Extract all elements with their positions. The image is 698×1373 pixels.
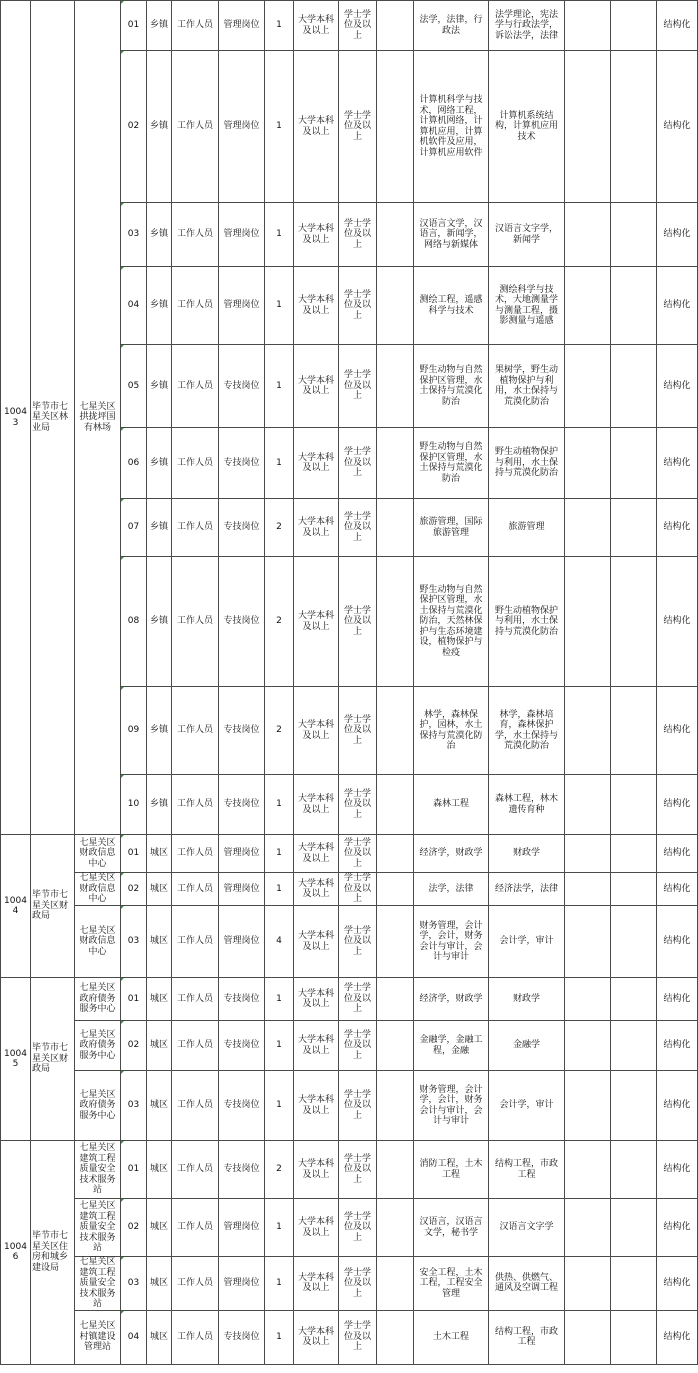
- blank-cell-b: [565, 906, 611, 978]
- blank-cell-b: [565, 499, 611, 557]
- post-type-cell: 工作人员: [172, 428, 219, 499]
- area-cell: 城区: [147, 1257, 172, 1311]
- area-cell: 城区: [147, 1199, 172, 1257]
- post-number-cell: 03: [121, 203, 147, 267]
- postgrad-major-cell: 结构工程，市政工程: [489, 1141, 565, 1199]
- headcount-cell: 1: [265, 1, 294, 51]
- post-number-cell: 04: [121, 267, 147, 345]
- post-category-cell: 管理岗位: [219, 906, 265, 978]
- postgrad-major-cell: 野生动植物保护与利用，水土保持与荒漠化防治: [489, 557, 565, 687]
- post-type-cell: 工作人员: [172, 1021, 219, 1071]
- blank-cell-a: [377, 1021, 414, 1071]
- group-code-cell: 10046: [1, 1141, 31, 1365]
- exam-type-cell: 结构化: [657, 1199, 698, 1257]
- area-cell: 乡镇: [147, 51, 172, 203]
- degree-cell: 学士学位及以上: [339, 1199, 377, 1257]
- post-category-cell: 专技岗位: [219, 428, 265, 499]
- blank-cell-a: [377, 1, 414, 51]
- post-number-cell: 03: [121, 1071, 147, 1141]
- blank-cell-c: [611, 1257, 657, 1311]
- headcount-cell: 1: [265, 1257, 294, 1311]
- blank-cell-b: [565, 1310, 611, 1364]
- post-number-cell: 09: [121, 687, 147, 775]
- postgrad-major-cell: 旅游管理: [489, 499, 565, 557]
- headcount-cell: 1: [265, 775, 294, 835]
- blank-cell-a: [377, 978, 414, 1021]
- postgrad-major-cell: 林学，森林培育，森林保护学，水土保持与荒漠化防治: [489, 687, 565, 775]
- degree-cell: 学士学位及以上: [339, 557, 377, 687]
- exam-type-cell: 结构化: [657, 835, 698, 873]
- education-cell: 大学本科及以上: [294, 1021, 339, 1071]
- education-cell: 大学本科及以上: [294, 775, 339, 835]
- area-cell: 乡镇: [147, 775, 172, 835]
- post-type-cell: 工作人员: [172, 906, 219, 978]
- blank-cell-a: [377, 1141, 414, 1199]
- table-row: [1, 978, 698, 1021]
- postgrad-major-cell: 供热、供燃气、通风及空调工程: [489, 1257, 565, 1311]
- degree-cell: 学士学位及以上: [339, 835, 377, 873]
- table-row: [1, 906, 698, 978]
- undergrad-major-cell: 汉语言，汉语言文学，秘书学: [414, 1199, 489, 1257]
- undergrad-major-cell: 安全工程，土木工程，工程安全管理: [414, 1257, 489, 1311]
- employing-unit-cell: 七星关区建筑工程质量安全技术服务站: [75, 1141, 121, 1199]
- post-type-cell: 工作人员: [172, 203, 219, 267]
- employing-unit-cell: 七星关区建筑工程质量安全技术服务站: [75, 1199, 121, 1257]
- area-cell: 城区: [147, 1310, 172, 1364]
- table-row: [1, 1310, 698, 1364]
- headcount-cell: 1: [265, 1310, 294, 1364]
- blank-cell-a: [377, 835, 414, 873]
- employing-unit-cell: 七星关区政府债务服务中心: [75, 1071, 121, 1141]
- area-cell: 城区: [147, 978, 172, 1021]
- education-cell: 大学本科及以上: [294, 1, 339, 51]
- area-cell: 城区: [147, 873, 172, 906]
- undergrad-major-cell: 计算机科学与技术，网络工程，计算机网络，计算机应用，计算机软件及应用，计算机应用软件: [414, 51, 489, 203]
- group-code-cell: 10043: [1, 1, 31, 835]
- blank-cell-b: [565, 1, 611, 51]
- group-code-cell: 10045: [1, 978, 31, 1141]
- blank-cell-c: [611, 835, 657, 873]
- headcount-cell: 1: [265, 345, 294, 428]
- exam-type-cell: 结构化: [657, 267, 698, 345]
- area-cell: 乡镇: [147, 499, 172, 557]
- blank-cell-c: [611, 1021, 657, 1071]
- education-cell: 大学本科及以上: [294, 1071, 339, 1141]
- post-type-cell: 工作人员: [172, 775, 219, 835]
- headcount-cell: 2: [265, 1141, 294, 1199]
- employing-unit-cell: 七星关区拱拢坪国有林场: [75, 1, 121, 835]
- education-cell: 大学本科及以上: [294, 1199, 339, 1257]
- blank-cell-c: [611, 1310, 657, 1364]
- area-cell: 城区: [147, 1021, 172, 1071]
- degree-cell: 学士学位及以上: [339, 1141, 377, 1199]
- blank-cell-c: [611, 1071, 657, 1141]
- exam-type-cell: 结构化: [657, 345, 698, 428]
- blank-cell-a: [377, 873, 414, 906]
- headcount-cell: 1: [265, 873, 294, 906]
- education-cell: 大学本科及以上: [294, 835, 339, 873]
- employing-unit-cell: 七星关区财政信息中心: [75, 873, 121, 906]
- post-category-cell: 专技岗位: [219, 1071, 265, 1141]
- post-number-cell: 02: [121, 1021, 147, 1071]
- post-number-cell: 03: [121, 1257, 147, 1311]
- postgrad-major-cell: 法学理论，宪法学与行政法学，诉讼法学，法律: [489, 1, 565, 51]
- post-type-cell: 工作人员: [172, 1257, 219, 1311]
- headcount-cell: 2: [265, 557, 294, 687]
- degree-cell: 学士学位及以上: [339, 1310, 377, 1364]
- post-type-cell: 工作人员: [172, 499, 219, 557]
- headcount-cell: 4: [265, 906, 294, 978]
- area-cell: 乡镇: [147, 687, 172, 775]
- exam-type-cell: 结构化: [657, 203, 698, 267]
- postgrad-major-cell: 汉语言文字学，新闻学: [489, 203, 565, 267]
- department-cell: 毕节市七星关区财政局: [31, 835, 75, 978]
- blank-cell-b: [565, 687, 611, 775]
- post-category-cell: 专技岗位: [219, 687, 265, 775]
- degree-cell: 学士学位及以上: [339, 428, 377, 499]
- post-category-cell: 管理岗位: [219, 203, 265, 267]
- degree-cell: 学士学位及以上: [339, 345, 377, 428]
- exam-type-cell: 结构化: [657, 687, 698, 775]
- blank-cell-c: [611, 1, 657, 51]
- post-category-cell: 管理岗位: [219, 267, 265, 345]
- education-cell: 大学本科及以上: [294, 873, 339, 906]
- blank-cell-b: [565, 51, 611, 203]
- area-cell: 乡镇: [147, 203, 172, 267]
- undergrad-major-cell: 森林工程: [414, 775, 489, 835]
- post-number-cell: 03: [121, 906, 147, 978]
- post-number-cell: 02: [121, 1199, 147, 1257]
- blank-cell-a: [377, 906, 414, 978]
- exam-type-cell: 结构化: [657, 557, 698, 687]
- headcount-cell: 1: [265, 978, 294, 1021]
- area-cell: 乡镇: [147, 557, 172, 687]
- education-cell: 大学本科及以上: [294, 1141, 339, 1199]
- undergrad-major-cell: 法学，法律，行政法: [414, 1, 489, 51]
- exam-type-cell: 结构化: [657, 1, 698, 51]
- post-number-cell: 01: [121, 1141, 147, 1199]
- headcount-cell: 1: [265, 1199, 294, 1257]
- postgrad-major-cell: 会计学，审计: [489, 1071, 565, 1141]
- exam-type-cell: 结构化: [657, 428, 698, 499]
- headcount-cell: 1: [265, 1021, 294, 1071]
- headcount-cell: 1: [265, 835, 294, 873]
- employing-unit-cell: 七星关区建筑工程质量安全技术服务站: [75, 1257, 121, 1311]
- table-body: [1, 1, 698, 1365]
- postgrad-major-cell: 财政学: [489, 835, 565, 873]
- degree-cell: 学士学位及以上: [339, 873, 377, 906]
- blank-cell-c: [611, 1141, 657, 1199]
- postgrad-major-cell: 结构工程，市政工程: [489, 1310, 565, 1364]
- table-row: [1, 1141, 698, 1199]
- post-number-cell: 02: [121, 51, 147, 203]
- education-cell: 大学本科及以上: [294, 203, 339, 267]
- post-type-cell: 工作人员: [172, 1071, 219, 1141]
- exam-type-cell: 结构化: [657, 1141, 698, 1199]
- area-cell: 乡镇: [147, 267, 172, 345]
- department-cell: 毕节市七星关区财政局: [31, 978, 75, 1141]
- degree-cell: 学士学位及以上: [339, 1071, 377, 1141]
- undergrad-major-cell: 经济学，财政学: [414, 978, 489, 1021]
- postgrad-major-cell: 计算机系统结构，计算机应用技术: [489, 51, 565, 203]
- undergrad-major-cell: 测绘工程，遥感科学与技术: [414, 267, 489, 345]
- degree-cell: 学士学位及以上: [339, 499, 377, 557]
- employing-unit-cell: 七星关区财政信息中心: [75, 906, 121, 978]
- blank-cell-c: [611, 267, 657, 345]
- post-type-cell: 工作人员: [172, 1310, 219, 1364]
- blank-cell-c: [611, 687, 657, 775]
- area-cell: 城区: [147, 906, 172, 978]
- undergrad-major-cell: 林学，森林保护，园林，水土保持与荒漠化防治: [414, 687, 489, 775]
- degree-cell: 学士学位及以上: [339, 203, 377, 267]
- blank-cell-b: [565, 1141, 611, 1199]
- post-type-cell: 工作人员: [172, 978, 219, 1021]
- exam-type-cell: 结构化: [657, 873, 698, 906]
- blank-cell-a: [377, 1257, 414, 1311]
- education-cell: 大学本科及以上: [294, 267, 339, 345]
- degree-cell: 学士学位及以上: [339, 1021, 377, 1071]
- undergrad-major-cell: 财务管理，会计学，会计，财务会计与审计，会计与审计: [414, 906, 489, 978]
- postgrad-major-cell: 财政学: [489, 978, 565, 1021]
- blank-cell-b: [565, 267, 611, 345]
- undergrad-major-cell: 野生动物与自然保护区管理，水土保持与荒漠化防治，天然林保护与生态环境建设，植物保护与检疫: [414, 557, 489, 687]
- post-type-cell: 工作人员: [172, 1, 219, 51]
- blank-cell-a: [377, 1199, 414, 1257]
- post-category-cell: 管理岗位: [219, 1199, 265, 1257]
- blank-cell-a: [377, 203, 414, 267]
- blank-cell-c: [611, 345, 657, 428]
- blank-cell-c: [611, 557, 657, 687]
- blank-cell-c: [611, 1199, 657, 1257]
- blank-cell-a: [377, 51, 414, 203]
- post-category-cell: 管理岗位: [219, 51, 265, 203]
- education-cell: 大学本科及以上: [294, 978, 339, 1021]
- degree-cell: 学士学位及以上: [339, 687, 377, 775]
- blank-cell-b: [565, 835, 611, 873]
- exam-type-cell: 结构化: [657, 1071, 698, 1141]
- blank-cell-a: [377, 775, 414, 835]
- blank-cell-b: [565, 1071, 611, 1141]
- blank-cell-c: [611, 428, 657, 499]
- undergrad-major-cell: 法学，法律: [414, 873, 489, 906]
- table-row: [1, 1021, 698, 1071]
- exam-type-cell: 结构化: [657, 775, 698, 835]
- post-category-cell: 管理岗位: [219, 1257, 265, 1311]
- blank-cell-b: [565, 1199, 611, 1257]
- area-cell: 乡镇: [147, 1, 172, 51]
- exam-type-cell: 结构化: [657, 499, 698, 557]
- table-row: [1, 1071, 698, 1141]
- table-row: [1, 835, 698, 873]
- blank-cell-b: [565, 873, 611, 906]
- department-cell: 毕节市七星关区住房和城乡建设局: [31, 1141, 75, 1365]
- post-number-cell: 06: [121, 428, 147, 499]
- post-number-cell: 10: [121, 775, 147, 835]
- post-type-cell: 工作人员: [172, 345, 219, 428]
- headcount-cell: 2: [265, 499, 294, 557]
- education-cell: 大学本科及以上: [294, 557, 339, 687]
- postgrad-major-cell: 测绘科学与技术，大地测量学与测量工程，摄影测量与遥感: [489, 267, 565, 345]
- post-category-cell: 专技岗位: [219, 499, 265, 557]
- blank-cell-b: [565, 978, 611, 1021]
- postgrad-major-cell: 汉语言文字学: [489, 1199, 565, 1257]
- exam-type-cell: 结构化: [657, 1310, 698, 1364]
- undergrad-major-cell: 土木工程: [414, 1310, 489, 1364]
- employing-unit-cell: 七星关区村镇建设管理站: [75, 1310, 121, 1364]
- post-type-cell: 工作人员: [172, 1141, 219, 1199]
- blank-cell-b: [565, 1021, 611, 1071]
- degree-cell: 学士学位及以上: [339, 51, 377, 203]
- area-cell: 城区: [147, 1141, 172, 1199]
- exam-type-cell: 结构化: [657, 51, 698, 203]
- blank-cell-a: [377, 428, 414, 499]
- headcount-cell: 1: [265, 51, 294, 203]
- area-cell: 乡镇: [147, 428, 172, 499]
- area-cell: 城区: [147, 835, 172, 873]
- post-type-cell: 工作人员: [172, 835, 219, 873]
- blank-cell-b: [565, 345, 611, 428]
- headcount-cell: 1: [265, 1071, 294, 1141]
- post-number-cell: 01: [121, 1, 147, 51]
- blank-cell-c: [611, 775, 657, 835]
- area-cell: 城区: [147, 1071, 172, 1141]
- headcount-cell: 1: [265, 428, 294, 499]
- undergrad-major-cell: 野生动物与自然保护区管理，水土保持与荒漠化防治: [414, 345, 489, 428]
- education-cell: 大学本科及以上: [294, 428, 339, 499]
- headcount-cell: 2: [265, 687, 294, 775]
- post-type-cell: 工作人员: [172, 873, 219, 906]
- employing-unit-cell: 七星关区政府债务服务中心: [75, 978, 121, 1021]
- postgrad-major-cell: 果树学，野生动植物保护与利用，水土保持与荒漠化防治: [489, 345, 565, 428]
- undergrad-major-cell: 野生动物与自然保护区管理，水土保持与荒漠化防治: [414, 428, 489, 499]
- exam-type-cell: 结构化: [657, 1021, 698, 1071]
- post-category-cell: 管理岗位: [219, 835, 265, 873]
- postgrad-major-cell: 金融学: [489, 1021, 565, 1071]
- post-category-cell: 专技岗位: [219, 775, 265, 835]
- undergrad-major-cell: 汉语言文学，汉语言，新闻学，网络与新媒体: [414, 203, 489, 267]
- education-cell: 大学本科及以上: [294, 687, 339, 775]
- blank-cell-a: [377, 687, 414, 775]
- post-category-cell: 专技岗位: [219, 557, 265, 687]
- undergrad-major-cell: 经济学，财政学: [414, 835, 489, 873]
- employing-unit-cell: 七星关区政府债务服务中心: [75, 1021, 121, 1071]
- department-cell: 毕节市七星关区林业局: [31, 1, 75, 835]
- blank-cell-b: [565, 1257, 611, 1311]
- education-cell: 大学本科及以上: [294, 1257, 339, 1311]
- post-number-cell: 01: [121, 978, 147, 1021]
- education-cell: 大学本科及以上: [294, 1310, 339, 1364]
- post-number-cell: 04: [121, 1310, 147, 1364]
- exam-type-cell: 结构化: [657, 1257, 698, 1311]
- post-type-cell: 工作人员: [172, 51, 219, 203]
- postgrad-major-cell: 经济法学，法律: [489, 873, 565, 906]
- post-number-cell: 07: [121, 499, 147, 557]
- degree-cell: 学士学位及以上: [339, 775, 377, 835]
- blank-cell-c: [611, 499, 657, 557]
- blank-cell-c: [611, 906, 657, 978]
- table-row: [1, 1, 698, 51]
- post-category-cell: 管理岗位: [219, 1, 265, 51]
- education-cell: 大学本科及以上: [294, 51, 339, 203]
- undergrad-major-cell: 金融学，金融工程，金融: [414, 1021, 489, 1071]
- post-number-cell: 05: [121, 345, 147, 428]
- postgrad-major-cell: 会计学，审计: [489, 906, 565, 978]
- degree-cell: 学士学位及以上: [339, 1, 377, 51]
- table-row: [1, 873, 698, 906]
- blank-cell-a: [377, 1071, 414, 1141]
- post-number-cell: 08: [121, 557, 147, 687]
- degree-cell: 学士学位及以上: [339, 1257, 377, 1311]
- post-type-cell: 工作人员: [172, 557, 219, 687]
- blank-cell-b: [565, 557, 611, 687]
- undergrad-major-cell: 财务管理，会计学，会计，财务会计与审计，会计与审计: [414, 1071, 489, 1141]
- employing-unit-cell: 七星关区财政信息中心: [75, 835, 121, 873]
- blank-cell-b: [565, 428, 611, 499]
- postgrad-major-cell: 野生动植物保护与利用，水土保持与荒漠化防治: [489, 428, 565, 499]
- post-category-cell: 专技岗位: [219, 345, 265, 428]
- group-code-cell: 10044: [1, 835, 31, 978]
- exam-type-cell: 结构化: [657, 978, 698, 1021]
- exam-type-cell: 结构化: [657, 906, 698, 978]
- blank-cell-a: [377, 345, 414, 428]
- area-cell: 乡镇: [147, 345, 172, 428]
- degree-cell: 学士学位及以上: [339, 906, 377, 978]
- post-number-cell: 01: [121, 835, 147, 873]
- blank-cell-a: [377, 557, 414, 687]
- blank-cell-c: [611, 873, 657, 906]
- education-cell: 大学本科及以上: [294, 345, 339, 428]
- degree-cell: 学士学位及以上: [339, 978, 377, 1021]
- post-type-cell: 工作人员: [172, 687, 219, 775]
- post-category-cell: 专技岗位: [219, 1310, 265, 1364]
- blank-cell-c: [611, 51, 657, 203]
- headcount-cell: 1: [265, 267, 294, 345]
- post-category-cell: 管理岗位: [219, 873, 265, 906]
- post-category-cell: 专技岗位: [219, 1021, 265, 1071]
- post-type-cell: 工作人员: [172, 1199, 219, 1257]
- blank-cell-a: [377, 267, 414, 345]
- blank-cell-b: [565, 203, 611, 267]
- education-cell: 大学本科及以上: [294, 906, 339, 978]
- table-row: [1, 1199, 698, 1257]
- undergrad-major-cell: 旅游管理，国际旅游管理: [414, 499, 489, 557]
- blank-cell-a: [377, 1310, 414, 1364]
- blank-cell-b: [565, 775, 611, 835]
- undergrad-major-cell: 消防工程，土木工程: [414, 1141, 489, 1199]
- blank-cell-c: [611, 203, 657, 267]
- education-cell: 大学本科及以上: [294, 499, 339, 557]
- blank-cell-c: [611, 978, 657, 1021]
- post-category-cell: 专技岗位: [219, 978, 265, 1021]
- blank-cell-a: [377, 499, 414, 557]
- table-row: [1, 1257, 698, 1311]
- post-type-cell: 工作人员: [172, 267, 219, 345]
- degree-cell: 学士学位及以上: [339, 267, 377, 345]
- postgrad-major-cell: 森林工程，林木遗传育种: [489, 775, 565, 835]
- post-number-cell: 02: [121, 873, 147, 906]
- post-category-cell: 专技岗位: [219, 1141, 265, 1199]
- headcount-cell: 1: [265, 203, 294, 267]
